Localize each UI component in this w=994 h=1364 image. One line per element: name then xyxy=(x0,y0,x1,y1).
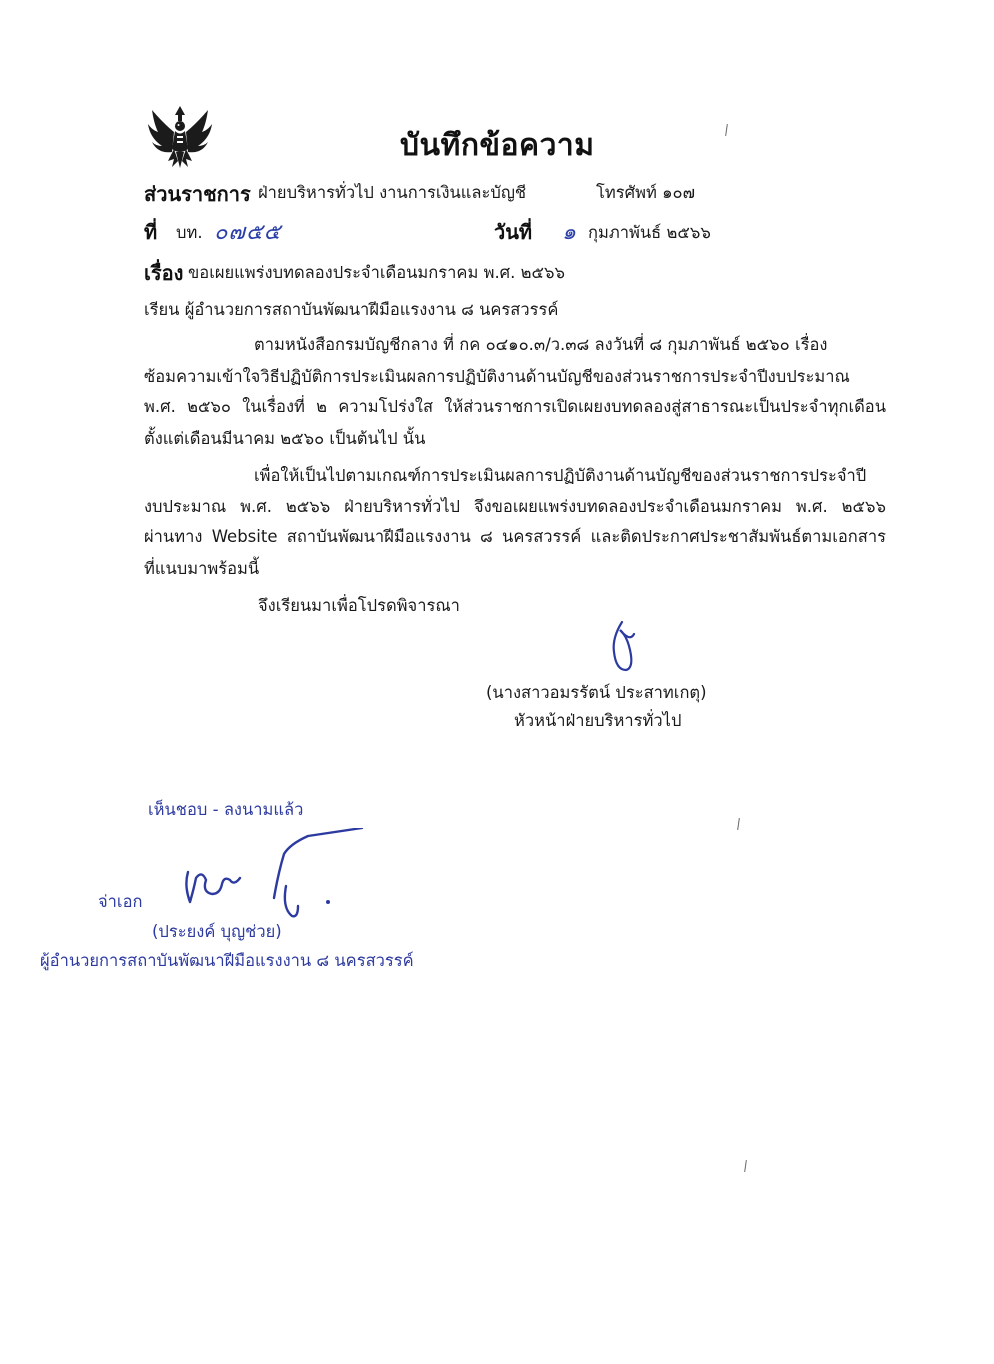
approver-position: ผู้อำนวยการสถาบันพัฒนาฝีมือแรงงาน ๘ นครสวรรค์ xyxy=(40,951,414,970)
paragraph2-line: ผ่านทาง Website สถาบันพัฒนาฝีมือแรงงาน ๘ นครสวรรค์ และติดประกาศประชาสัมพันธ์ตามเอกสาร xyxy=(144,527,886,546)
paragraph2-line: งบประมาณ พ.ศ. ๒๕๖๖ ฝ่ายบริหารทั่วไป จึงขอเผยแพร่งบทดลองประจำเดือนมกราคม พ.ศ. ๒๕๖๖ xyxy=(144,497,886,516)
paragraph1-line: พ.ศ. ๒๕๖๐ ในเรื่องที่ ๒ ความโปร่งใส ให้ส่วนราชการเปิดเผยงบทดลองสู่สาธารณะเป็นประจำทุกเดือน xyxy=(144,397,886,416)
reference-number: ๐๗๕๕ xyxy=(214,220,282,245)
approval-rank: จ่าเอก xyxy=(98,892,143,911)
signer-name: (นางสาวอมรรัตน์ ประสาทเกตุ) xyxy=(486,683,707,702)
salutation: เรียน ผู้อำนวยการสถาบันพัฒนาฝีมือแรงงาน ๘ นครสวรรค์ xyxy=(144,300,559,319)
reference-prefix: บท. xyxy=(176,223,203,242)
approval-note: เห็นชอบ - ลงนามแล้ว xyxy=(148,800,304,819)
department-value: ฝ่ายบริหารทั่วไป งานการเงินและบัญชี xyxy=(258,183,527,202)
garuda-emblem xyxy=(146,102,214,174)
paragraph2-line: ที่แนบมาพร้อมนี้ xyxy=(144,559,260,578)
director-signature xyxy=(168,828,368,928)
date-day: ๑ xyxy=(562,220,577,245)
paragraph2-line: เพื่อให้เป็นไปตามเกณฑ์การประเมินผลการปฏิบัติงานด้านบัญชีของส่วนราชการประจำปี xyxy=(254,466,867,485)
reference-label: ที่ xyxy=(144,220,158,244)
paragraph1-line: ตั้งแต่เดือนมีนาคม ๒๕๖๐ เป็นต้นไป นั้น xyxy=(144,429,426,448)
date-label: วันที่ xyxy=(494,220,533,244)
department-phone: โทรศัพท์ ๑๐๗ xyxy=(596,183,696,202)
date-month-year: กุมภาพันธ์ ๒๕๖๖ xyxy=(588,223,711,242)
paragraph1-line: ตามหนังสือกรมบัญชีกลาง ที่ กค ๐๔๑๐.๓/ว.๓๘ ลงวันที่ ๘ กุมภาพันธ์ ๒๕๖๐ เรื่อง xyxy=(254,335,828,354)
document-title: บันทึกข้อความ xyxy=(400,128,595,163)
garuda-icon xyxy=(146,102,214,174)
subject-value: ขอเผยแพร่งบทดลองประจำเดือนมกราคม พ.ศ. ๒๕๖๖ xyxy=(188,263,565,282)
department-label: ส่วนราชการ xyxy=(144,182,251,206)
approver-name: (ประยงค์ บุญช่วย) xyxy=(152,922,282,941)
scan-mark xyxy=(725,124,728,136)
paragraph1-line: ซ้อมความเข้าใจวิธีปฏิบัติการประเมินผลการปฏิบัติงานด้านบัญชีของส่วนราชการประจำปีงบประมาณ xyxy=(144,367,850,386)
signature-mark xyxy=(600,618,640,676)
scan-mark xyxy=(737,818,740,830)
subject-label: เรื่อง xyxy=(144,261,184,285)
closing: จึงเรียนมาเพื่อโปรดพิจารณา xyxy=(258,596,460,615)
signer-position: หัวหน้าฝ่ายบริหารทั่วไป xyxy=(514,711,682,730)
scan-mark xyxy=(744,1160,747,1172)
